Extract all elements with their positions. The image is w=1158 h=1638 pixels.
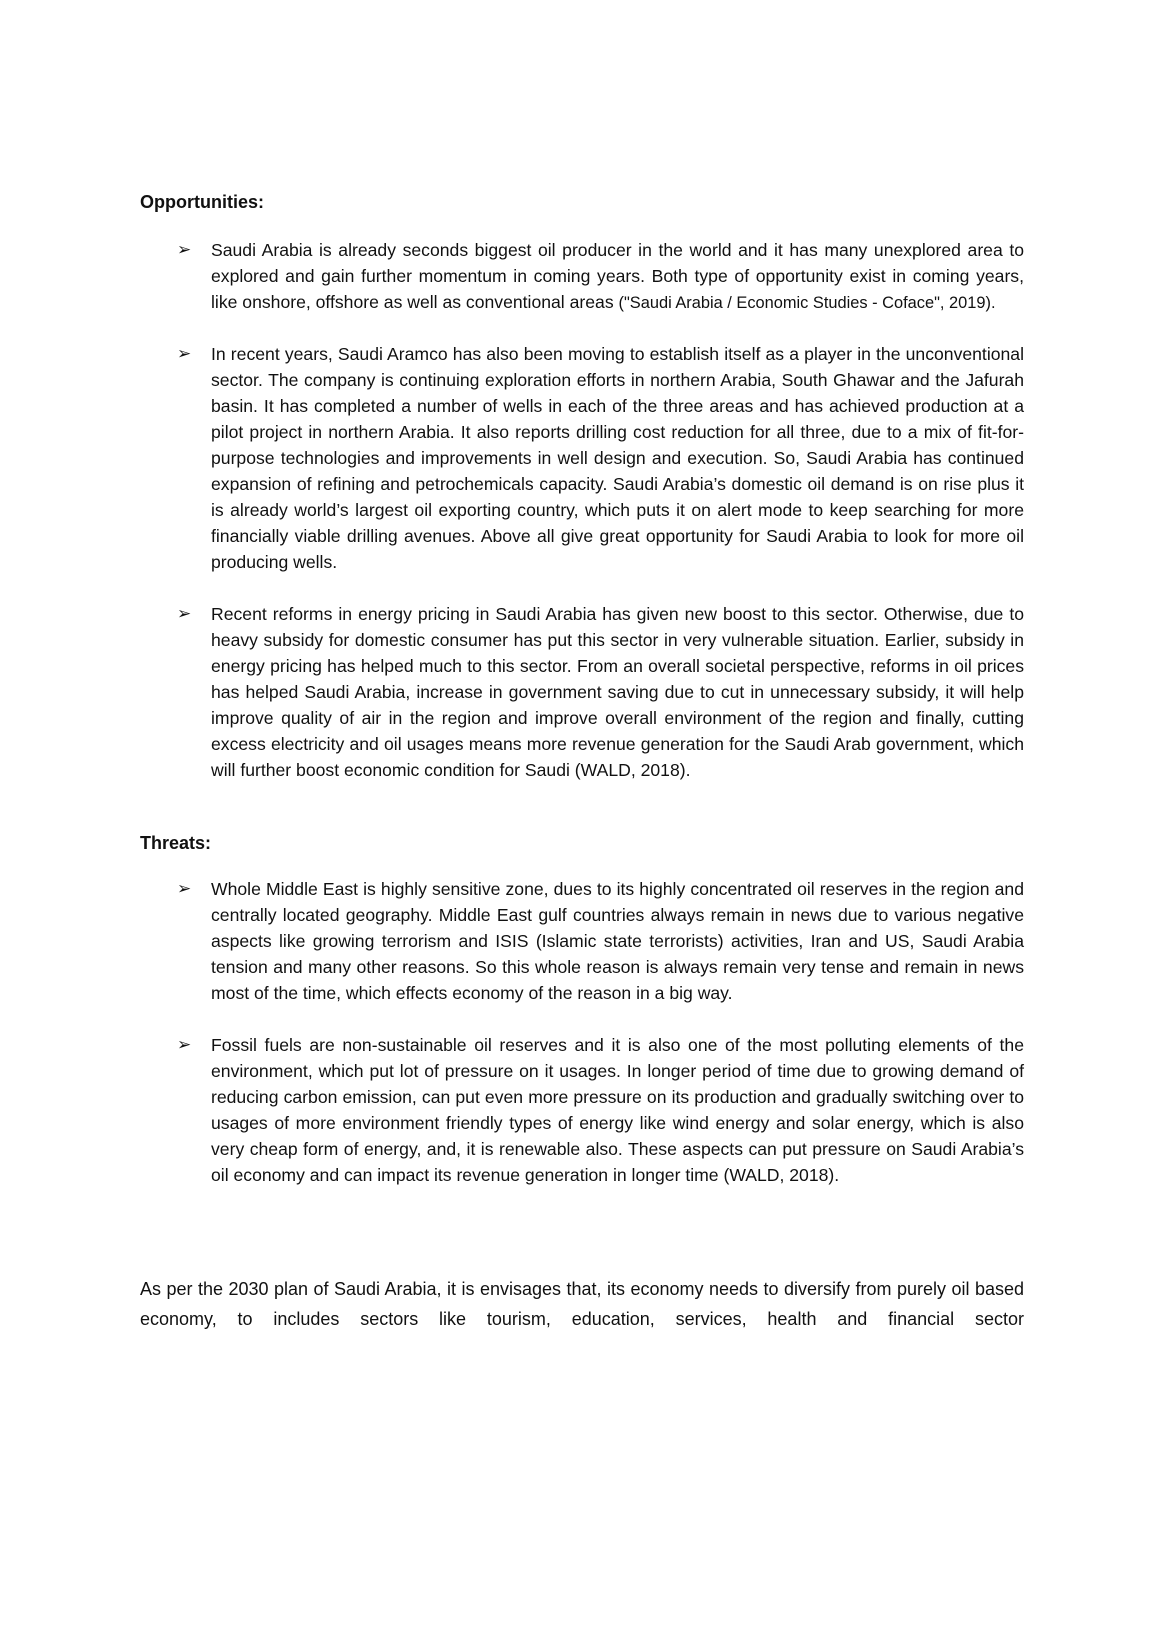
- bullet-text: Recent reforms in energy pricing in Saudi Arabia has given new boost to this sector. Otherwise, due to heavy subsidy for domestic consumer has put this sector in very vulnerable situation. Earlier, subsidy in energy pricing has helped much to this sector. From an overall societal perspective, reforms in oil prices has helped Saudi Arabia, increase in government saving due to cut in unnecessary subsidy, it will help improve quality of air in the region and improve overall environment of the region and finally, cutting excess electricity and oil usages means more revenue generation for the Saudi Arab government, which will further boost economic condition for Saudi (WALD, 2018).: [211, 604, 1024, 780]
- opportunities-list: [140, 237, 1024, 783]
- arrow-bullet-icon: ➢: [177, 344, 192, 363]
- list-item: [140, 1032, 1024, 1188]
- list-item: [140, 341, 1024, 575]
- bullet-text: In recent years, Saudi Aramco has also been moving to establish itself as a player in the unconventional sector. The company is continuing exploration efforts in northern Arabia, South Ghawar and the Jafurah basin. It has completed a number of wells in each of the three areas and has achieved production at a pilot project in northern Arabia. It also reports drilling cost reduction for all three, due to a mix of fit-for-purpose technologies and improvements in well design and execution. So, Saudi Arabia has continued expansion of refining and petrochemicals capacity. Saudi Arabia’s domestic oil demand is on rise plus it is already world’s largest oil exporting country, which puts it on alert mode to keep searching for more financially viable drilling avenues. Above all give great opportunity for Saudi Arabia to look for more oil producing wells.: [211, 344, 1024, 572]
- document-body: [140, 190, 1024, 1352]
- bullet-body: Saudi Arabia is already seconds biggest oil producer in the world and it has many unexplored area to explored and gain further momentum in coming years. Both type of opportunity exist in coming years, like onshore, offshore as well as conventional areas: [211, 240, 1024, 312]
- bullet-text: Whole Middle East is highly sensitive zone, dues to its highly concentrated oil reserves in the region and centrally located geography. Middle East gulf countries always remain in news due to various negative aspects like growing terrorism and ISIS (Islamic state terrorists) activities, Iran and US, Saudi Arabia tension and many other reasons. So this whole reason is always remain very tense and remain in news most of the time, which effects economy of the reason in a big way.: [211, 879, 1024, 1003]
- closing-paragraph: As per the 2030 plan of Saudi Arabia, it is envisages that, its economy needs to diversify from purely oil based economy, to includes sectors like tourism, education, services, health and financial sector: [140, 1279, 1024, 1329]
- list-item: [140, 876, 1024, 1006]
- bullet-text: Fossil fuels are non-sustainable oil reserves and it is also one of the most polluting elements of the environment, which put lot of pressure on it usages. In longer period of time due to growing demand of reducing carbon emission, can put even more pressure on its production and gradually switching over to usages of more environment friendly types of energy like wind energy and solar energy, which is also very cheap form of energy, and, it is renewable also. These aspects can put pressure on Saudi Arabia’s oil economy and can impact its revenue generation in longer time (WALD, 2018).: [211, 1035, 1024, 1185]
- arrow-bullet-icon: ➢: [177, 1035, 192, 1054]
- opportunities-heading: Opportunities:: [140, 192, 264, 212]
- list-item: [140, 237, 1024, 315]
- bullet-text: [211, 237, 1024, 315]
- list-item: [140, 601, 1024, 783]
- arrow-bullet-icon: ➢: [177, 604, 192, 623]
- citation: ("Saudi Arabia / Economic Studies - Coface", 2019).: [618, 294, 996, 312]
- arrow-bullet-icon: ➢: [177, 240, 192, 259]
- threats-heading: Threats:: [140, 833, 212, 853]
- threats-list: [140, 876, 1024, 1188]
- arrow-bullet-icon: ➢: [177, 879, 192, 898]
